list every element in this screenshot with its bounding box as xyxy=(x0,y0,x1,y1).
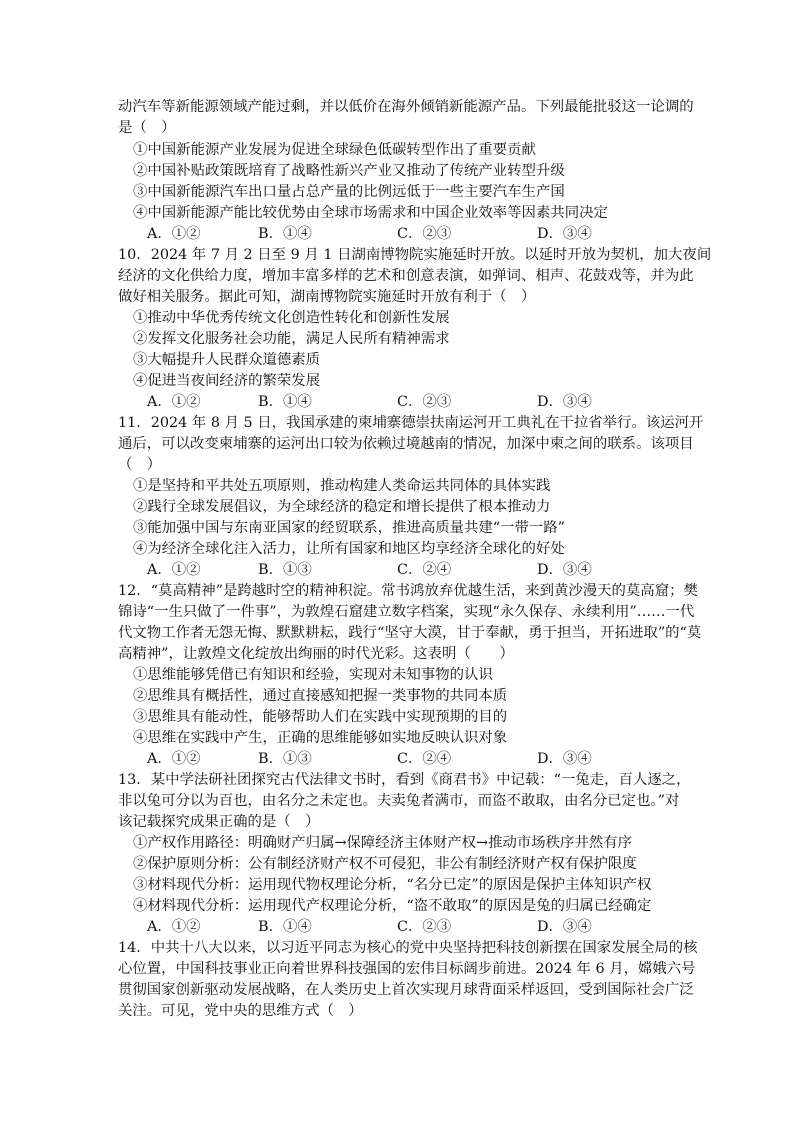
q13-option-d[interactable]: D．③④ xyxy=(537,919,592,935)
q14-stem-line: 14．中共十八大以来，以习近平同志为核心的党中央坚持把科技创新摆在国家发展全局的核 xyxy=(118,940,698,956)
q9-statement-1: ①中国新能源产业发展为促进全球绿色低碳转型作出了重要贡献 xyxy=(133,142,536,158)
q11-statement-4: ④为经济全球化注入活力，让所有国家和地区均享经济全球化的好处 xyxy=(133,541,565,557)
q13-stem-line: 13．某中学法研社团探究古代法律文书时，看到《商君书》中记载：“一兔走，百人逐之， xyxy=(118,772,691,788)
q13-option-a[interactable]: A．①② xyxy=(147,919,201,935)
q9-statement-2: ②中国补贴政策既培育了战略性新兴产业又推动了传统产业转型升级 xyxy=(133,163,565,179)
q14-stem-line: 心位置，中国科技事业正向着世界科技强国的宏伟目标阔步前进。2024 年 6 月，嫦娥六号 xyxy=(118,961,696,977)
q13-statement-3: ③材料现代分析：运用现代物权理论分析，“名分已定”的原因是保护主体知识产权 xyxy=(133,877,652,893)
q11-statement-1: ①是坚持和平共处五项原则，推动构建人类命运共同体的具体实践 xyxy=(133,478,551,494)
q9-option-c[interactable]: C．②③ xyxy=(397,226,452,242)
q9-stem-line: 动汽车等新能源领域产能过剩，并以低价在海外倾销新能源产品。下列最能批驳这一论调的 xyxy=(118,99,694,115)
q10-stem-line: 做好相关服务。据此可知，湖南博物院实施延时开放有利于（ ） xyxy=(118,289,536,305)
q10-option-b[interactable]: B．①④ xyxy=(258,394,312,410)
q10-option-a[interactable]: A．①② xyxy=(147,394,201,410)
q13-option-c[interactable]: C．②③ xyxy=(397,919,452,935)
q13-statement-2: ②保护原则分析：公有制经济财产权不可侵犯，非公有制经济财产权有保护限度 xyxy=(133,856,637,872)
q11-stem-line: 通后，可以改变柬埔寨的运河出口较为依赖过境越南的情况，加深中柬之间的联系。该项目 xyxy=(118,436,694,452)
q9-option-b[interactable]: B．①④ xyxy=(258,226,312,242)
q12-statement-2: ②思维具有概括性，通过直接感知把握一类事物的共同本质 xyxy=(133,688,508,704)
q11-statement-2: ②践行全球发展倡议，为全球经济的稳定和增长提供了根本推动力 xyxy=(133,499,551,515)
q10-options xyxy=(147,392,667,412)
q10-statement-2: ②发挥文化服务社会功能，满足人民所有精神需求 xyxy=(133,331,450,347)
q12-stem-line: 锦诗“一生只做了一件事”，为敦煌石窟建立数字档案，实现“永久保存、永续利用”……一代 xyxy=(118,604,695,620)
q9-statement-3: ③中国新能源汽车出口量占总产量的比例远低于一些主要汽车生产国 xyxy=(133,184,565,200)
q12-option-d[interactable]: D．③④ xyxy=(537,751,592,767)
q11-statement-3: ③能加强中国与东南亚国家的经贸联系，推进高质量共建“一带一路” xyxy=(133,520,566,536)
q11-option-b[interactable]: B．①③ xyxy=(258,562,312,578)
q12-statement-1: ①思维能够凭借已有知识和经验，实现对未知事物的认识 xyxy=(133,667,493,683)
q12-option-a[interactable]: A．①② xyxy=(147,751,201,767)
q12-statement-3: ③思维具有能动性，能够帮助人们在实践中实现预期的目的 xyxy=(133,709,508,725)
q9-option-d[interactable]: D．③④ xyxy=(537,226,592,242)
q12-options xyxy=(147,749,667,769)
q9-options xyxy=(147,224,667,244)
q13-statement-4: ④材料现代分析：运用现代产权理论分析，“盗不敢取”的原因是兔的归属已经确定 xyxy=(133,898,652,914)
q9-stem-line: 是（ ） xyxy=(118,120,176,136)
q10-statement-3: ③大幅提升人民群众道德素质 xyxy=(133,352,321,368)
q13-option-b[interactable]: B．①④ xyxy=(258,919,312,935)
q11-option-d[interactable]: D．③④ xyxy=(537,562,592,578)
q9-statement-4: ④中国新能源产能比较优势由全球市场需求和中国企业效率等因素共同决定 xyxy=(133,205,608,221)
q14-stem-line: 关注。可见，党中央的思维方式（ ） xyxy=(118,1003,363,1019)
q11-stem-line: （ ） xyxy=(118,457,162,473)
q12-stem-line: 高精神”，让敦煌文化绽放出绚丽的时代光彩。这表明（ ） xyxy=(118,646,514,662)
q11-option-c[interactable]: C．②④ xyxy=(397,562,452,578)
q12-stem-line: 12．“莫高精神”是跨越时空的精神积淀。常书鸿放弃优越生活，来到黄沙漫天的莫高窟；樊 xyxy=(118,583,698,599)
q13-stem-line: 非以兔可分以为百也，由名分之未定也。夫卖兔者满市，而盗不敢取，由名分已定也。”对 xyxy=(118,793,680,809)
q10-stem-line: 经济的文化供给力度，增加丰富多样的艺术和创意表演，如弹词、相声、花鼓戏等，并为此 xyxy=(118,268,694,284)
q12-stem-line: 代文物工作者无怨无悔、默默耕耘，践行“坚守大漠，甘于奉献，勇于担当，开拓进取”的“莫 xyxy=(118,625,702,641)
q11-option-a[interactable]: A．①② xyxy=(147,562,201,578)
q10-statement-1: ①推动中华优秀传统文化创造性转化和创新性发展 xyxy=(133,310,450,326)
q10-option-d[interactable]: D．③④ xyxy=(537,394,592,410)
q13-options xyxy=(147,917,667,937)
q11-options xyxy=(147,560,667,580)
q12-statement-4: ④思维在实践中产生，正确的思维能够如实地反映认识对象 xyxy=(133,730,508,746)
q10-statement-4: ④促进当夜间经济的繁荣发展 xyxy=(133,373,321,389)
q10-option-c[interactable]: C．②③ xyxy=(397,394,452,410)
q12-option-b[interactable]: B．①③ xyxy=(258,751,312,767)
q13-stem-line: 该记载探究成果正确的是（ ） xyxy=(118,814,320,830)
q11-stem-line: 11．2024 年 8 月 5 日，我国承建的柬埔寨德崇扶南运河开工典礼在干拉省举行。该运河开 xyxy=(118,415,704,431)
q12-option-c[interactable]: C．②④ xyxy=(397,751,452,767)
q9-option-a[interactable]: A．①② xyxy=(147,226,201,242)
q13-statement-1: ①产权作用路径：明确财产归属→保障经济主体财产权→推动市场秩序井然有序 xyxy=(133,835,633,851)
q10-stem-line: 10．2024 年 7 月 2 日至 9 月 1 日湖南博物院实施延时开放。以延时开放为契机，加大夜间 xyxy=(118,247,712,263)
q14-stem-line: 贯彻国家创新驱动发展战略，在人类历史上首次实现月球背面采样返回，受到国际社会广泛 xyxy=(118,982,694,998)
